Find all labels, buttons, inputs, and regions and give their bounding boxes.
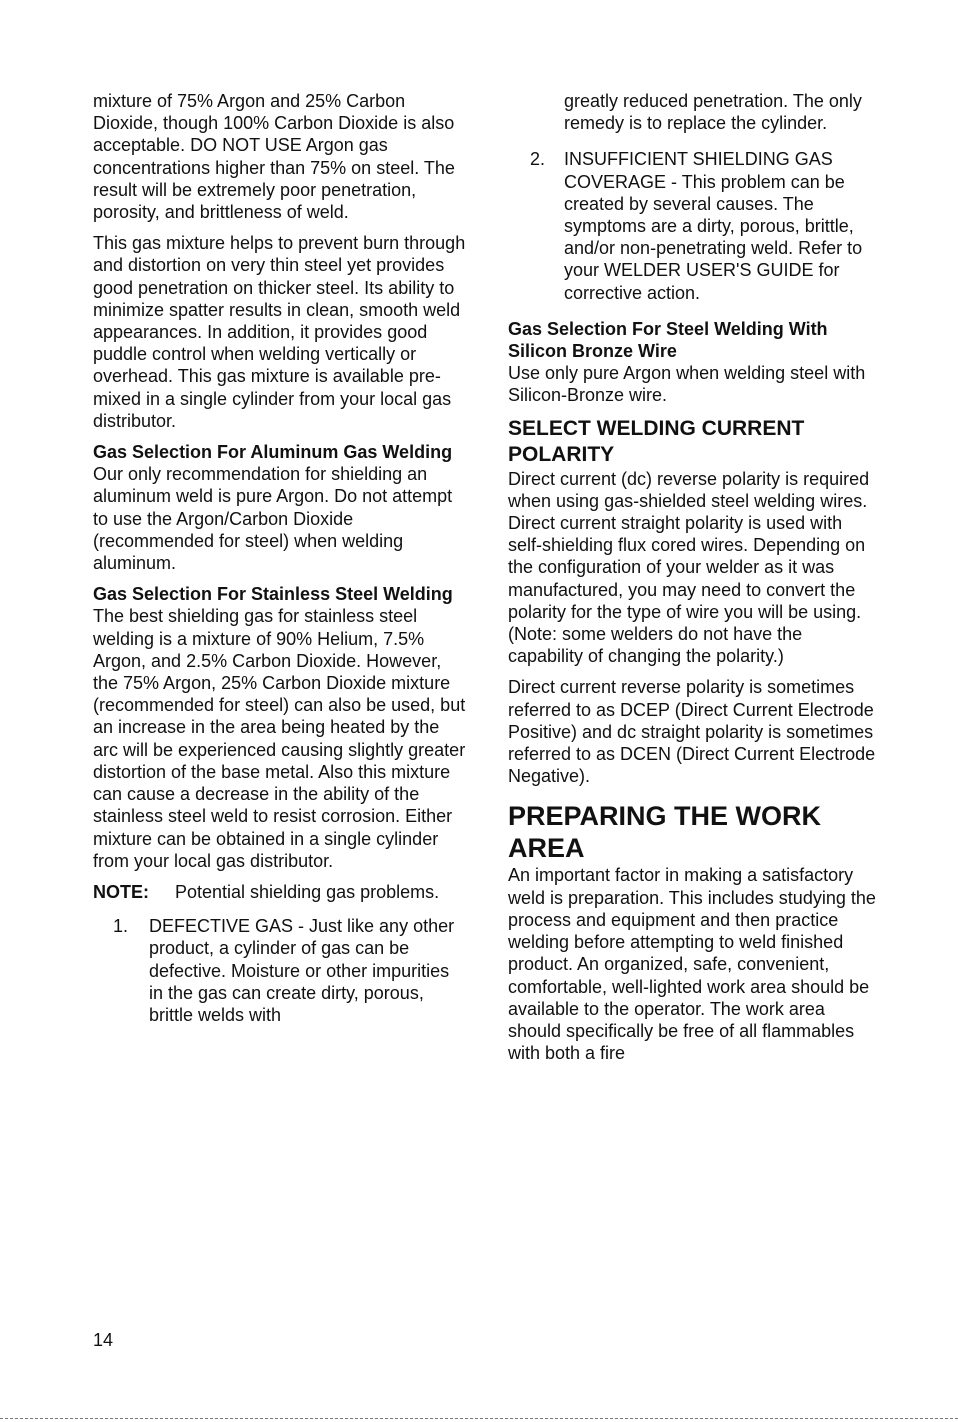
heading-stainless-gas: Gas Selection For Stainless Steel Welding — [93, 584, 453, 605]
paragraph-silicon-bronze: Use only pure Argon when welding steel with Silicon-Bronze wire. — [508, 363, 866, 406]
paragraph-gas-mixture: mixture of 75% Argon and 25% Carbon Dioxide, though 100% Carbon Dioxide is also acceptable. DO NOT USE Argon gas concentrations higher than 75% on steel. The result will be extremely poor penetration, porosity, and brittleness of weld. — [93, 91, 455, 223]
paragraph-polarity-1: Direct current (dc) reverse polarity is required when using gas-shielded steel welding wires. Direct current straight polarity is used with self-shielding flux cored wires. Depending on the configuration of your welder as it was manufactured, you may need to convert the polarity for the type of wire you will be using. (Note: some welders do not have the capability of changing the polarity.) — [508, 468, 870, 667]
page-bottom-rule — [0, 1418, 958, 1419]
list-item-number: 2. — [530, 149, 546, 170]
paragraph-aluminum-gas: Our only recommendation for shielding an aluminum weld is pure Argon. Do not attempt to use the Argon/Carbon Dioxide (recommended for steel) when welding aluminum. — [93, 464, 453, 574]
heading-polarity: SELECT WELDING CURRENT POLARITY — [508, 416, 805, 466]
list-item-text: DEFECTIVE GAS - Just like any other product, a cylinder of gas can be defective. Moisture or other impurities in the gas can create dirty, porous, brittle welds with — [149, 916, 455, 1025]
list-item-defective-gas-continued: greatly reduced penetration. The only remedy is to replace the cylinder. — [564, 91, 862, 134]
list-item-defective-gas — [93, 915, 468, 1026]
heading-work-area: PREPARING THE WORK AREA — [508, 801, 822, 864]
list-item-insufficient-gas — [508, 148, 876, 303]
page-number: 14 — [93, 1330, 114, 1350]
list-item-text: INSUFFICIENT SHIELDING GAS COVERAGE - This problem can be created by several causes. The symptoms are a dirty, porous, brittle, and/or non-penetrating weld. Refer to your WELDER USER'S GUIDE for corrective action. — [564, 149, 863, 303]
heading-aluminum-gas: Gas Selection For Aluminum Gas Welding — [93, 442, 453, 463]
heading-silicon-bronze: Gas Selection For Steel Welding With Silicon Bronze Wire — [508, 318, 828, 362]
note-label: NOTE: — [93, 881, 149, 902]
left-column — [93, 90, 468, 1034]
paragraph-polarity-2: Direct current reverse polarity is sometimes referred to as DCEP (Direct Current Electrode Positive) and dc straight polarity is sometimes referred to as DCEN (Direct Current Electrode Negative). — [508, 677, 876, 787]
note — [93, 881, 468, 903]
paragraph-work-area: An important factor in making a satisfactory weld is preparation. This includes studying the process and equipment and then practice welding before attempting to weld finished product. An organized, safe, convenient, comfortable, well-lighted work area should be available to the operator. The work area should specifically be free of all flammables with both a fire — [508, 865, 876, 1064]
paragraph-gas-benefits: This gas mixture helps to prevent burn through and distortion on very thin steel yet provides good penetration on thicker steel. Its ability to minimize spatter results in clean, smooth weld appearances. In addition, it provides good puddle control when welding vertically or overhead. This gas mixture is available pre-mixed in a single cylinder from your local gas distributor. — [93, 233, 466, 431]
right-column — [508, 90, 876, 1073]
paragraph-stainless-gas: The best shielding gas for stainless steel welding is a mixture of 90% Helium, 7.5% Argon, and 2.5% Carbon Dioxide. However, the 75% Argon, 25% Carbon Dioxide mixture (recommended for steel) can also be used, but an increase in the area being heated by the arc will be experienced causing slightly greater distortion of the base metal. Also this mixture can cause a decrease in the ability of the stainless steel weld to resist corrosion. Either mixture can be obtained in a single cylinder from your local gas distributor. — [93, 606, 466, 871]
note-text: Potential shielding gas problems. — [175, 881, 440, 902]
list-item-number: 1. — [113, 916, 129, 937]
